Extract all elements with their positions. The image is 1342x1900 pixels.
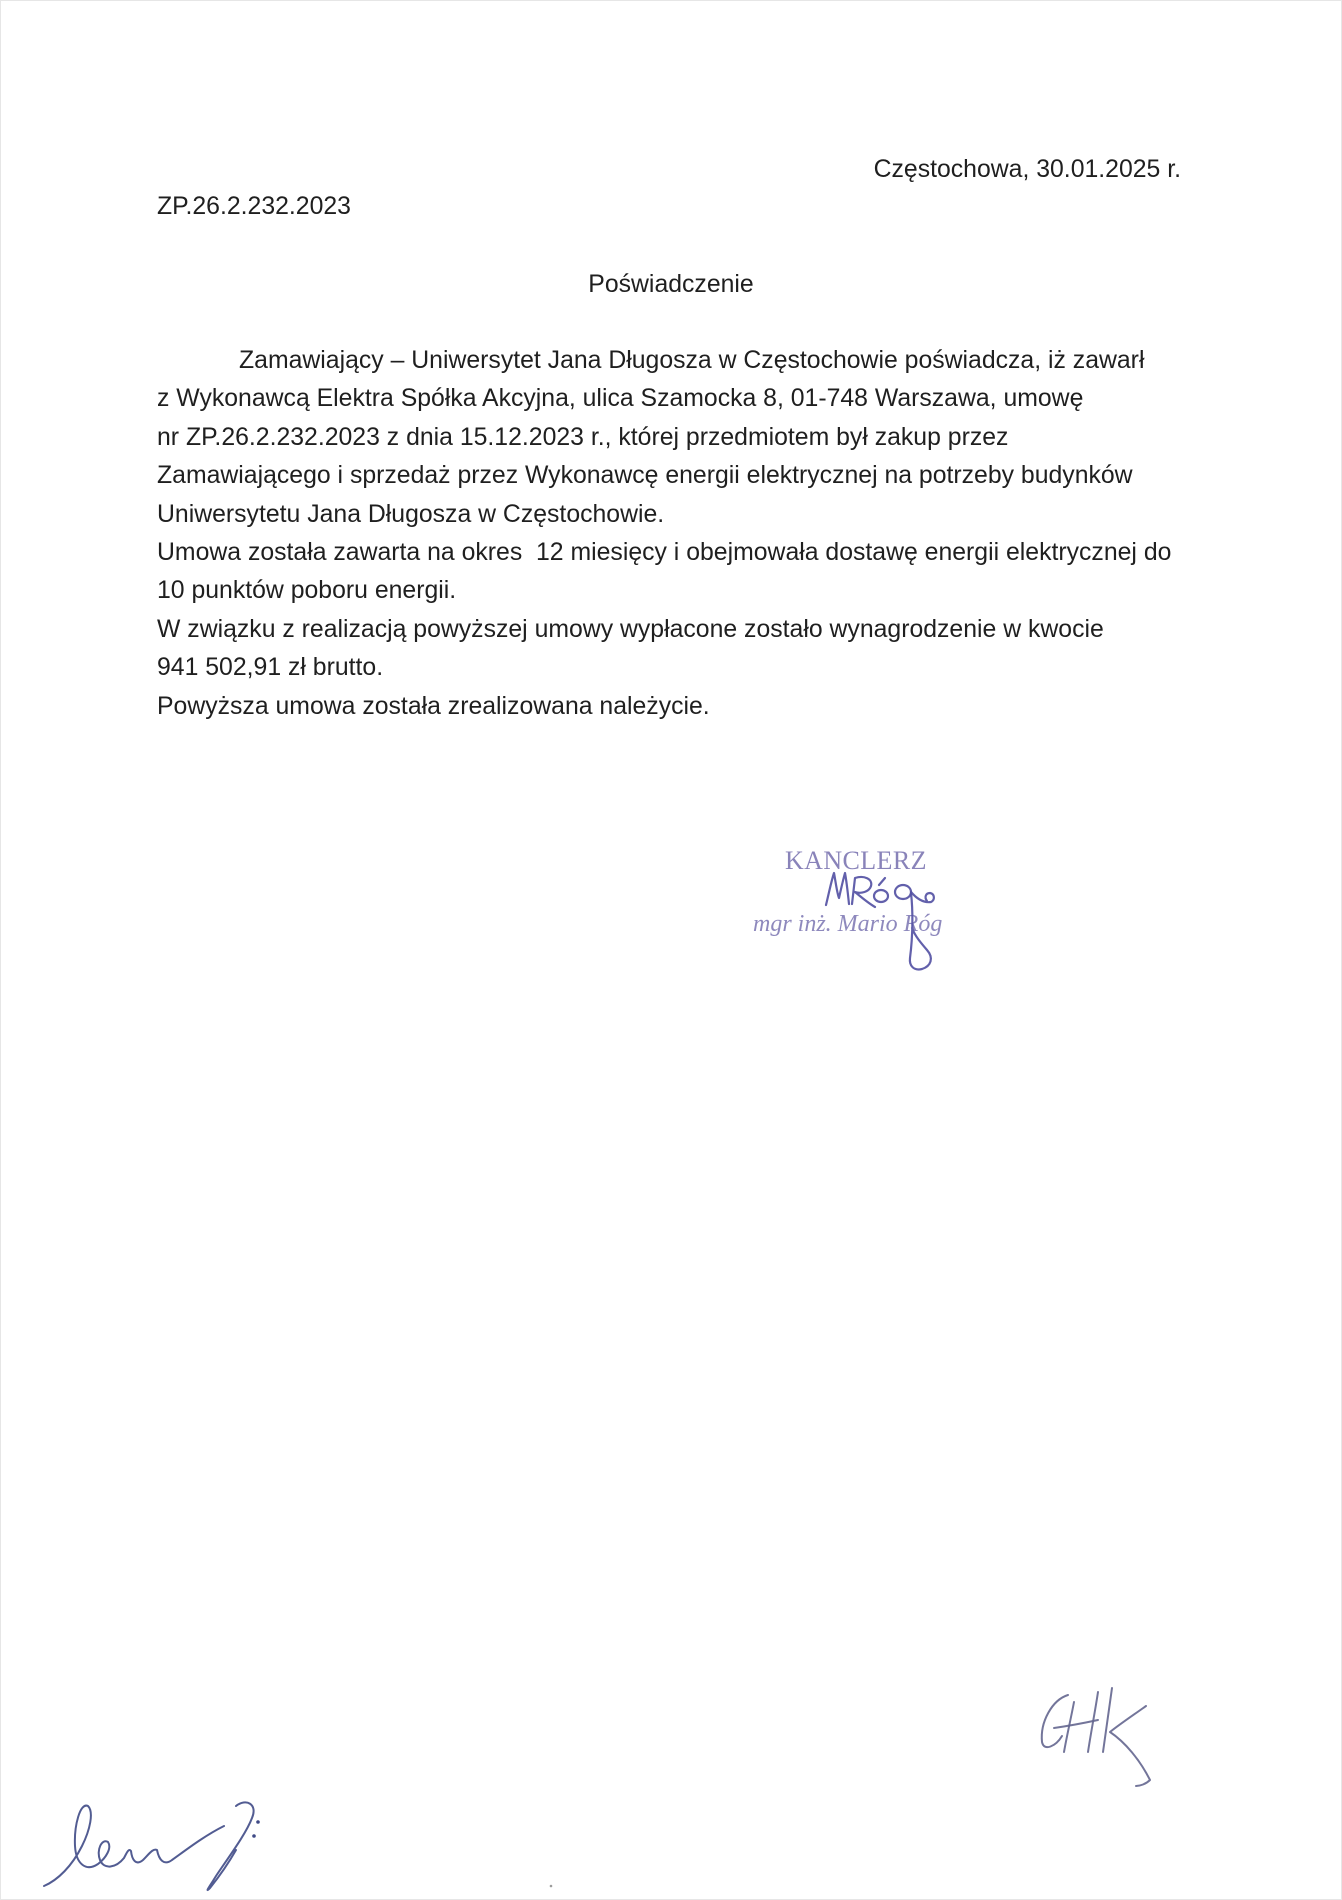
signature-stroke [44, 1806, 224, 1886]
place-and-date: Częstochowa, 30.01.2025 r. [873, 156, 1181, 183]
body-line: Uniwersytetu Jana Długosza w Częstochowie. [157, 500, 665, 528]
body-line: Powyższa umowa została zrealizowana należycie. [157, 692, 710, 720]
signature-dot [252, 1834, 256, 1838]
signature-stroke [1042, 1695, 1068, 1747]
letter-body [157, 342, 1171, 726]
initials-signature [1042, 1688, 1150, 1786]
body-line: Zamawiającego i sprzedaż przez Wykonawcę energii elektrycznej na potrzeby budynków [157, 462, 1133, 490]
signature-stroke [1110, 1706, 1150, 1786]
stamp-name: mgr inż. Mario Róg [753, 911, 943, 937]
bottom-left-signature [44, 1802, 260, 1890]
body-line: nr ZP.26.2.232.2023 z dnia 15.12.2023 r., której przedmiotem był zakup przez [157, 423, 1009, 451]
signature-dot [256, 1820, 260, 1824]
scan-speck [550, 1885, 553, 1888]
reference-number: ZP.26.2.232.2023 [157, 193, 351, 220]
body-line: z Wykonawcą Elektra Spółka Akcyjna, ulica Szamocka 8, 01-748 Warszawa, umowę [157, 385, 1084, 413]
chancellor-stamp [753, 846, 963, 942]
body-line: W związku z realizacją powyższej umowy wypłacone zostało wynagrodzenie w kwocie [157, 615, 1104, 643]
body-line: 941 502,91 zł brutto. [157, 654, 384, 682]
body-line: Umowa została zawarta na okres 12 miesięcy i obejmowała dostawę energii elektrycznej do [157, 538, 1172, 566]
body-line: Zamawiający – Uniwersytet Jana Długosza w Częstochowie poświadcza, iż zawarł [239, 347, 1145, 374]
signature-stroke [1064, 1702, 1074, 1752]
document-title: Poświadczenie [588, 271, 754, 298]
body-line: 10 punktów poboru energii. [157, 577, 457, 605]
signature-stroke [1054, 1720, 1098, 1728]
stamp-office-title: KANCLERZ [785, 846, 927, 875]
signature-stroke [1088, 1692, 1098, 1752]
signature-stroke [208, 1802, 254, 1890]
signature-stroke [1103, 1688, 1112, 1752]
